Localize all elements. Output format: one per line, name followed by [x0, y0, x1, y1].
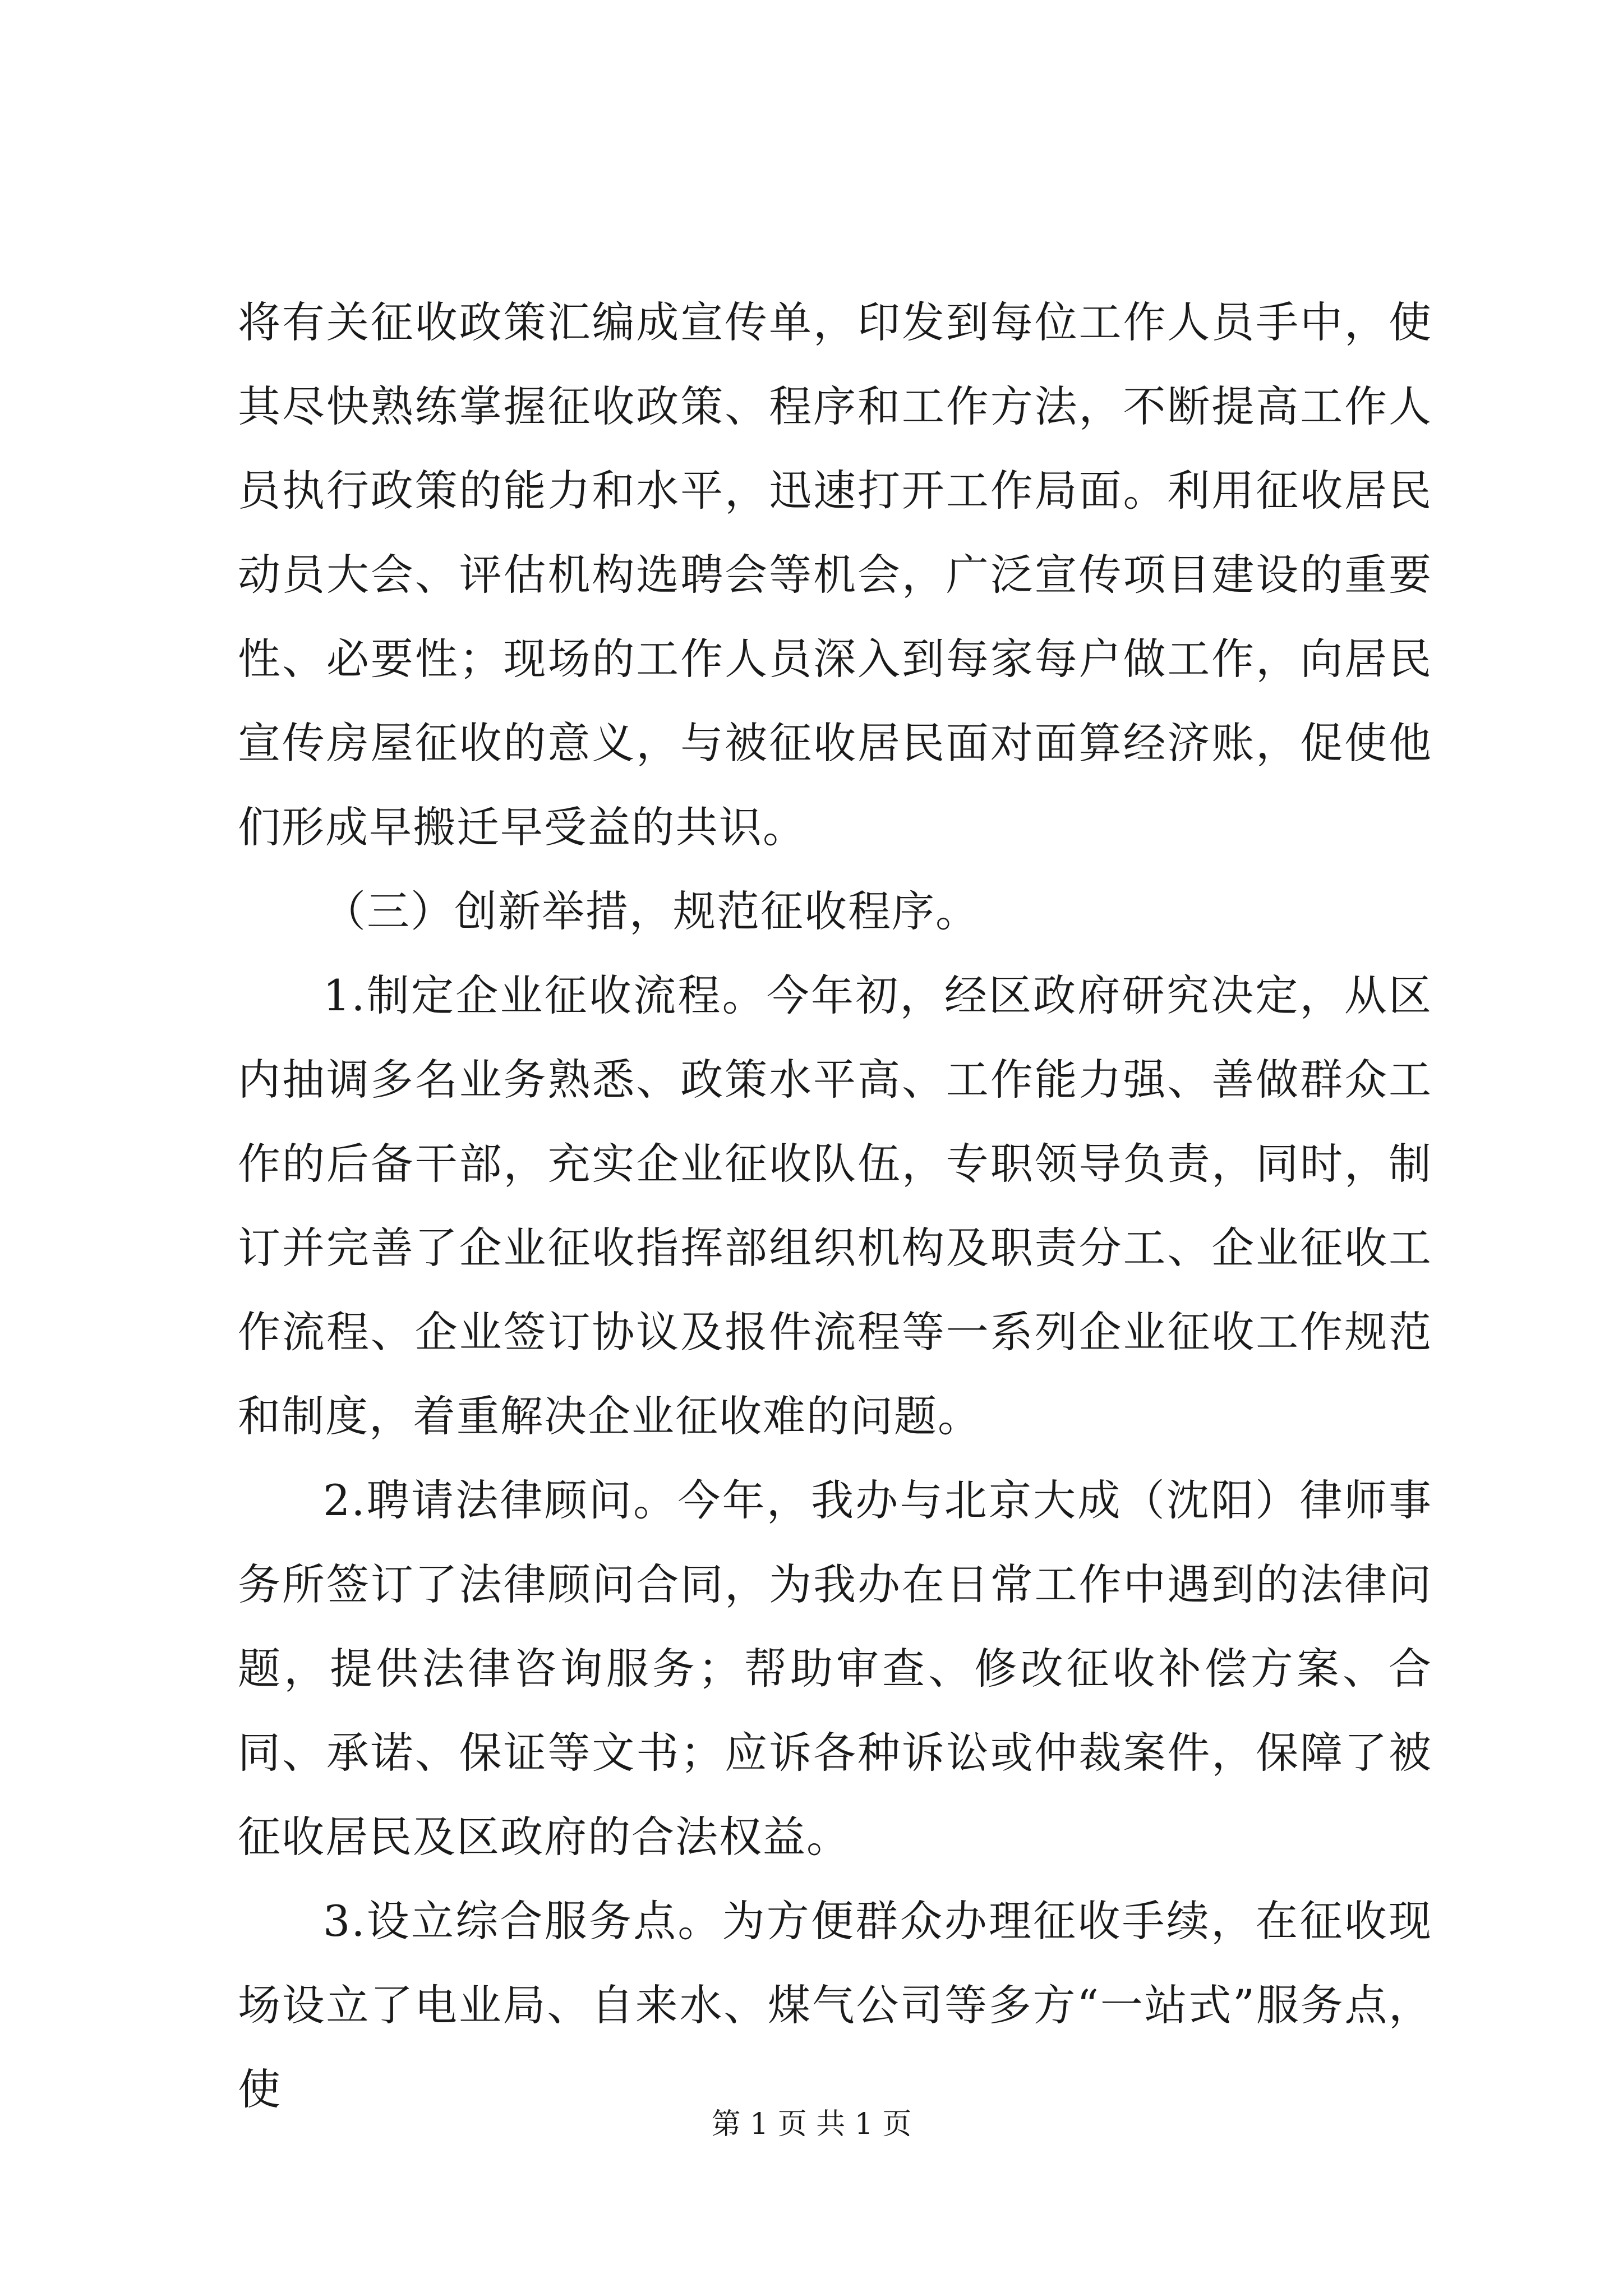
- paragraph-item-1: 1.制定企业征收流程。今年初，经区政府研究决定，从区内抽调多名业务熟悉、政策水平高、工作能力强、善做群众工作的后备干部，充实企业征收队伍，专职领导负责，同时，制订并完善了企业征收指挥部组织机构及职责分工、企业征收工作流程、企业签订协议及报件流程等一系列企业征收工作规范和制度，着重解决企业征收难的问题。: [238, 970, 1432, 1441]
- paragraph-item-2: 2.聘请法律顾问。今年，我办与北京大成（沈阳）律师事务所签订了法律顾问合同，为我办在日常工作中遇到的法律问题，提供法律咨询服务；帮助审查、修改征收补偿方案、合同、承诺、保证等文书；应诉各种诉讼或仲裁案件，保障了被征收居民及区政府的合法权益。: [238, 1475, 1432, 1862]
- section-heading: （三）创新举措，规范征收程序。: [323, 886, 979, 936]
- paragraph-item-3: 3.设立综合服务点。为方便群众办理征收手续，在征收现场设立了电业局、自来水、煤气公司等多方“一站式”服务点，使: [238, 1896, 1432, 2114]
- document-body: [238, 280, 1432, 2132]
- paragraph-continuation: 将有关征收政策汇编成宣传单，印发到每位工作人员手中，使其尽快熟练掌握征收政策、程序和工作方法，不断提高工作人员执行政策的能力和水平，迅速打开工作局面。利用征收居民动员大会、评估机构选聘会等机会，广泛宣传项目建设的重要性、必要性；现场的工作人员深入到每家每户做工作，向居民宣传房屋征收的意义，与被征收居民面对面算经济账，促使他们形成早搬迁早受益的共识。: [238, 297, 1432, 852]
- page-footer: 第 1 页 共 1 页: [711, 2108, 912, 2141]
